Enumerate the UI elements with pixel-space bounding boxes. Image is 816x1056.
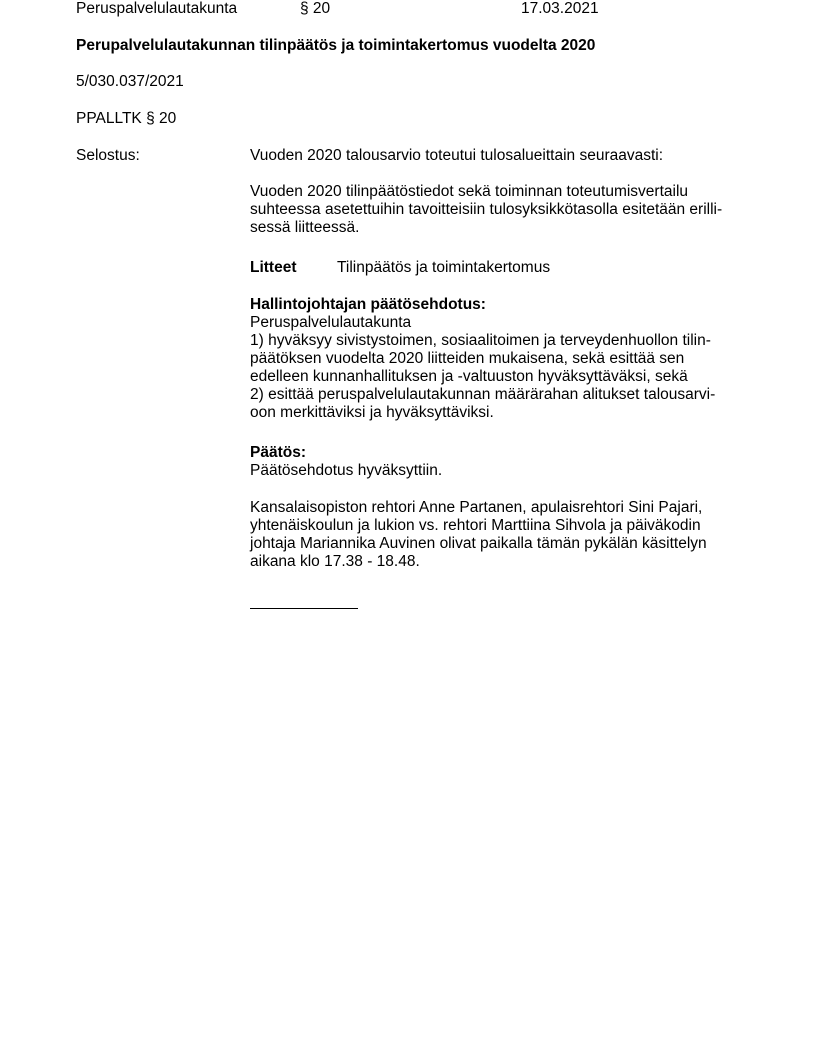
proposal-line: 1) hyväksyy sivistystoimen, sosiaalitoimen ja terveydenhuollon tilin- [250,332,711,349]
proposal-line: oon merkittäviksi ja hyväksyttäviksi. [250,404,494,421]
decision-heading: Päätös: [250,444,306,461]
decision-note-line: yhtenäiskoulun ja lukion vs. rehtori Marttiina Sihvola ja päiväkodin [250,517,701,534]
header-date: 17.03.2021 [521,0,599,17]
attachments-label: Litteet [250,259,297,276]
proposal-heading: Hallintojohtajan päätösehdotus: [250,296,486,313]
selostus-label: Selostus: [76,147,140,164]
selostus-line: sessä liitteessä. [250,219,360,236]
proposal-line: päätöksen vuodelta 2020 liitteiden mukaisena, sekä esittää sen [250,350,685,367]
selostus-line: suhteessa asetettuihin tavoitteisiin tulosyksikkötasolla esitetään erilli- [250,201,723,218]
signature-rule [250,608,358,609]
selostus-intro: Vuoden 2020 talousarvio toteutui tulosalueittain seuraavasti: [250,147,664,164]
header-committee: Peruspalvelulautakunta [76,0,238,17]
proposal-line: 2) esittää peruspalvelulautakunnan määrärahan alitukset talousarvi- [250,386,716,403]
reference: PPALLTK § 20 [76,110,177,127]
proposal-line: Peruspalvelulautakunta [250,314,412,331]
header-section: § 20 [300,0,331,17]
decision-note-line: johtaja Mariannika Auvinen olivat paikalla tämän pykälän käsittelyn [250,535,707,552]
selostus-line: Vuoden 2020 tilinpäätöstiedot sekä toiminnan toteutumisvertailu [250,183,689,200]
decision-note-line: aikana klo 17.38 - 18.48. [250,553,420,570]
record-number: 5/030.037/2021 [76,73,184,90]
attachments-value: Tilinpäätös ja toimintakertomus [337,259,551,276]
decision-note [250,499,750,571]
document-title: Perupalvelulautakunnan tilinpäätös ja toimintakertomus vuodelta 2020 [76,37,596,54]
proposal-block [250,296,750,422]
proposal-line: edelleen kunnanhallituksen ja -valtuuston hyväksyttäväksi, sekä [250,368,688,385]
selostus-paragraph [250,183,750,237]
decision-note-line: Kansalaisopiston rehtori Anne Partanen, apulaisrehtori Sini Pajari, [250,499,703,516]
decision-block [250,444,750,480]
decision-text: Päätösehdotus hyväksyttiin. [250,462,443,479]
